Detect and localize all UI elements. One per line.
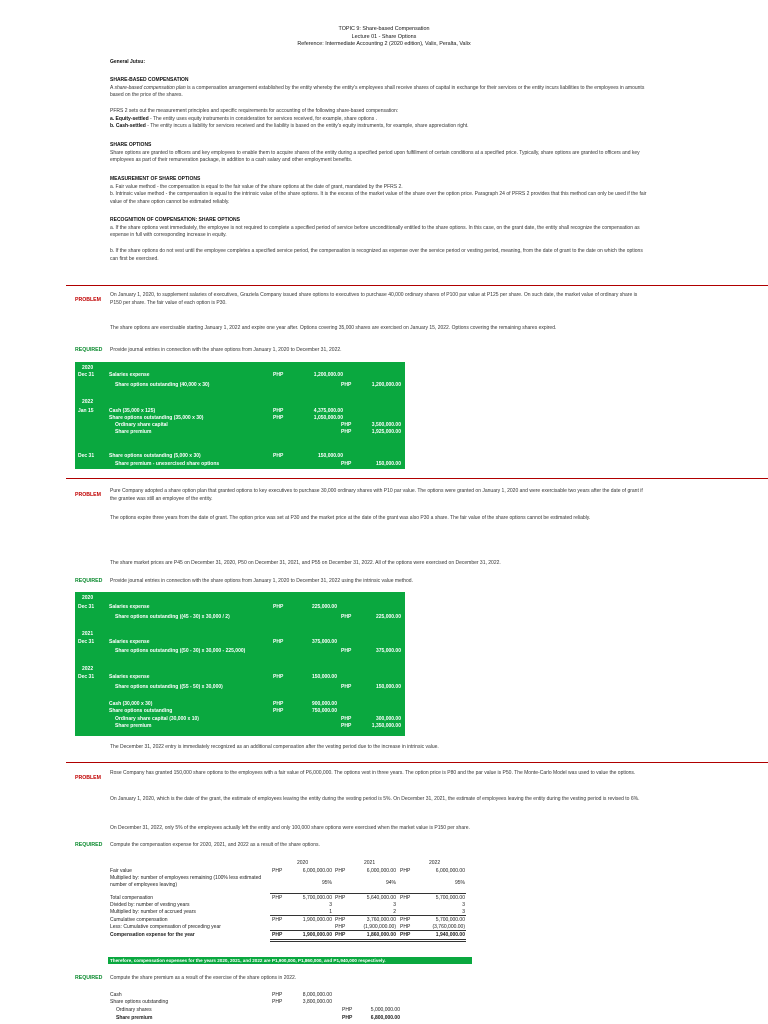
table-rule <box>270 930 466 931</box>
value-cell: 6,000,000.00 <box>435 868 465 874</box>
credit-amount: 375,000.00 <box>375 648 401 654</box>
journal-entries-box-1 <box>75 362 405 469</box>
entry-date: Dec 31 <box>78 372 95 378</box>
table-rule <box>270 915 466 916</box>
divider <box>66 478 768 479</box>
value-cell: 1,940,000.00 <box>435 932 465 938</box>
currency: PHP <box>273 604 284 610</box>
general-heading: General Jutsu: <box>110 59 146 65</box>
debit-account: Salaries expense <box>109 639 150 645</box>
problem-1-text-1: On January 1, 2020, to supplement salaries of executives, Graziela Company issued share options to executives to purchase 40,000 ordinary shares of P100 par value at P125 per share. On such date, the market value of ordinary share is P150 per share. The fair value of each option is P30. <box>110 292 638 306</box>
value-cell: 6,000,000.00 <box>366 868 396 874</box>
value-cell: 3 <box>393 902 396 908</box>
problem-1-text-2: The share options are exercisable starting January 1, 2022 and expire one year after. Options covering 35,000 shares are exercised on January 15, 2022. Options covering the remaining shares expired. <box>110 325 557 331</box>
problem-2-note: The December 31, 2022 entry is immediately recognized as an additional compensation after the vesting period due to the increase in intrinsic value. <box>110 744 439 750</box>
divider <box>66 762 768 763</box>
value-cell: 6,000,000.00 <box>302 868 332 874</box>
required-label: REQUIRED <box>75 347 103 353</box>
entry-year: 2022 <box>82 399 94 405</box>
mso-heading: MEASUREMENT OF SHARE OPTIONS <box>110 176 201 182</box>
conclusion-banner: Therefore, compensation expenses for the years 2020, 2021, and 2022 are P1,900,000, P1,860,000, and P1,940,000 respectively. <box>108 957 472 964</box>
currency: PHP <box>273 372 284 378</box>
currency: PHP <box>272 932 283 938</box>
value-cell: (3,760,000.00) <box>432 924 465 930</box>
currency: PHP <box>273 701 284 707</box>
currency: PHP <box>341 716 352 722</box>
currency: PHP <box>341 684 352 690</box>
problem-2-required: Provide journal entries in connection with the share options from January 1, 2020 to December 31, 2022 using the intrinsic value method. <box>110 578 413 584</box>
problem-2-text-2: The options expire three years from the date of grant. The option price was set at P30 and the market price at the date of the grant was also P30 a share. The fair value of the share options cannot be estimated reliably. <box>110 515 591 521</box>
credit-amount: 225,000.00 <box>375 614 401 620</box>
required-label: REQUIRED <box>75 578 103 584</box>
entry-year: 2022 <box>82 666 94 672</box>
debit-amount: 1,200,000.00 <box>313 372 343 378</box>
entry-date: Dec 31 <box>78 604 95 610</box>
divider <box>66 285 768 286</box>
currency: PHP <box>341 614 352 620</box>
credit-account: Share premium <box>115 723 152 729</box>
currency: PHP <box>273 408 284 414</box>
problem-2-text-3: The share market prices are P45 on December 31, 2020, P50 on December 31, 2021, and P55 on December 31, 2022. All of the options were exercised on December 31, 2022. <box>110 560 501 566</box>
value-cell: 5,700,000.00 <box>435 917 465 923</box>
rec-item-a: a. If the share options vest immediately, the employee is not required to complete a specified period of service before unconditionally entitled to the share options. In this case, on the grant date, the entity shall recognize the compensation as expense in full with corresponding increase in equity. <box>110 224 640 238</box>
currency: PHP <box>272 895 283 901</box>
currency: PHP <box>400 932 411 938</box>
currency: PHP <box>400 868 411 874</box>
currency: PHP <box>273 415 284 421</box>
problem-3-text-1: Rose Company has granted 150,000 share options to the employees with a fair value of P6,000,000. The options vest in three years. The option price is P80 and the par value is P50. The Monte-Carlo Model was used to value the options. <box>110 770 636 776</box>
value-cell: 2 <box>393 909 396 915</box>
debit-account: Cash <box>110 992 122 998</box>
lecture-title: Lecture 01 - Share Options <box>351 33 417 40</box>
currency: PHP <box>335 924 346 930</box>
currency: PHP <box>342 1015 353 1021</box>
credit-amount: 1,350,000.00 <box>371 723 401 729</box>
credit-account: Ordinary share capital (30,000 x 10) <box>115 716 199 722</box>
row-label: Total compensation <box>110 895 154 901</box>
currency: PHP <box>335 932 346 938</box>
debit-amount: 8,000,000.00 <box>302 992 332 998</box>
credit-amount: 300,000.00 <box>375 716 401 722</box>
pfrs-paragraph: PFRS 2 sets out the measurement principles and specific requirements for accounting of the following share-based compensation: <box>110 108 399 114</box>
row-label: Compensation expense for the year <box>110 932 195 938</box>
debit-amount: 1,050,000.00 <box>313 415 343 421</box>
required-label: REQUIRED <box>75 975 103 981</box>
rec-heading: RECOGNITION OF COMPENSATION: SHARE OPTIONS <box>110 217 240 223</box>
value-cell: 1 <box>329 909 332 915</box>
debit-account: Share options outstanding <box>110 999 169 1005</box>
value-cell: 1,860,000.00 <box>366 932 396 938</box>
mso-item-b: b. Intrinsic value method - the compensation is equal to the intrinsic value of the share options. It is the excess of the market value of the share over the option price. Paragraph 24 of PFRS 2 provides that this method can only be used if the fair value of the share option cannot be estimated reliably. <box>110 191 647 205</box>
year-header: 2020 <box>297 860 309 866</box>
so-paragraph: Share options are granted to officers and key employees to enable them to acquire shares of the entity during a specified period upon fulfillment of certain conditions at a specified price. Typically, share options are granted to officers and key employees as part of their remuneration package, in addition to a cash salary and other employment benefits. <box>110 149 640 163</box>
journal-entries-box-2 <box>75 592 405 736</box>
row-label: Fair value <box>110 868 132 874</box>
problem-3-text-2: On January 1, 2020, which is the date of the grant, the estimate of employees leaving the entity during the vesting period is 5%. On December 31, 2021, the estimate of employees leaving the entity during the vesting period is revised to 6%. <box>110 796 640 802</box>
problem-label: PROBLEM <box>75 492 101 498</box>
pfrs-item-b: b. Cash-settled - The entity incurs a liability for services received and the liability is based on the entity's equity instruments, for example, share appreciation right. <box>110 123 469 129</box>
credit-amount: 150,000.00 <box>375 684 401 690</box>
problem-3-text-3: On December 31, 2022, only 5% of the employees actually left the entity and only 100,000 share options were exercised when the market value is P150 per share. <box>110 825 470 831</box>
row-label: Divided by: number of vesting years <box>110 902 190 908</box>
value-cell: 5,700,000.00 <box>435 895 465 901</box>
debit-account: Share options outstanding <box>109 708 173 714</box>
currency: PHP <box>341 461 352 467</box>
currency: PHP <box>273 708 284 714</box>
mso-item-a: a. Fair value method - the compensation is equal to the fair value of the share options at the date of grant, mandated by the PFRS 2. <box>110 183 403 190</box>
entry-date: Dec 31 <box>78 453 95 459</box>
currency: PHP <box>335 895 346 901</box>
debit-amount: 150,000.00 <box>317 453 343 459</box>
value-cell: 95% <box>321 880 332 886</box>
problem-label: PROBLEM <box>75 775 101 781</box>
reference-line: Reference: Intermediate Accounting 2 (2020 edition), Valix, Peralta, Valix <box>297 41 471 47</box>
problem-2-text-1: Pure Company adopted a share option plan that granted options to key executives to purchase 30,000 ordinary shares with P10 par value. The options were granted on January 1, 2020 and were exercisable two years after the date of grant if the grantee was still an employee of the entity. <box>110 488 643 502</box>
value-cell: 94% <box>385 880 396 886</box>
currency: PHP <box>341 429 352 435</box>
sbc-paragraph: A share-based compensation plan is a compensation arrangement established by the entity whereby the entity's employees shall receive shares of capital in exchange for their services or the entity incurs liabilities to the employees in amounts based on the price of the shares. <box>110 84 645 98</box>
entry-date: Jan 15 <box>78 408 94 414</box>
table-rule <box>270 941 466 942</box>
currency: PHP <box>342 1007 353 1013</box>
credit-account: Share options outstanding ((45 - 30) x 30,000 / 2) <box>115 614 230 620</box>
rec-item-b: b. If the share options do not vest until the employee completes a specified service period, the compensation is recognized as expense over the service period or vesting period, meaning, from the date of grant to the date on which the options can first be exercised. <box>110 248 643 262</box>
entry-year: 2020 <box>82 365 94 371</box>
currency: PHP <box>273 639 284 645</box>
table-rule <box>270 939 466 940</box>
table-rule <box>270 893 466 894</box>
year-header: 2021 <box>364 860 376 866</box>
debit-account: Share options outstanding (35,000 x 30) <box>109 415 204 421</box>
row-label: Multiplied by: number of employees remaining (100% less estimated number of employees leaving) <box>110 875 262 888</box>
value-cell: 1,900,000.00 <box>302 932 332 938</box>
currency: PHP <box>341 422 352 428</box>
currency: PHP <box>273 453 284 459</box>
share-premium-entry <box>108 990 428 1024</box>
credit-account: Share premium <box>116 1015 153 1021</box>
required-label: REQUIRED <box>75 842 103 848</box>
problem-3-required-1: Compute the compensation expense for 2020, 2021, and 2022 as a result of the share options. <box>110 842 320 848</box>
currency: PHP <box>400 895 411 901</box>
currency: PHP <box>272 999 283 1005</box>
problem-3-required-2: Compute the share premium as a result of the exercise of the share options in 2022. <box>110 975 297 981</box>
credit-amount: 1,925,000.00 <box>371 429 401 435</box>
entry-date: Dec 31 <box>78 639 95 645</box>
value-cell: 3 <box>462 902 465 908</box>
credit-account: Share options outstanding (40,000 x 30) <box>115 382 210 388</box>
credit-account: Share options outstanding ((55 - 50) x 30,000) <box>115 684 223 690</box>
compensation-table <box>108 858 478 950</box>
credit-account: Ordinary shares <box>116 1007 152 1013</box>
problem-1-required: Provide journal entries in connection with the share options from January 1, 2020 to December 31, 2022. <box>110 347 342 353</box>
debit-amount: 225,000.00 <box>311 604 337 610</box>
credit-account: Ordinary share capital <box>115 422 168 428</box>
currency: PHP <box>400 924 411 930</box>
debit-account: Cash (35,000 x 125) <box>109 408 156 414</box>
debit-amount: 750,000.00 <box>311 708 337 714</box>
credit-amount: 3,500,000.00 <box>371 422 401 428</box>
value-cell: 3 <box>329 902 332 908</box>
row-label: Cumulative compensation <box>110 917 168 923</box>
value-cell: 1,900,000.00 <box>302 917 332 923</box>
value-cell: 3 <box>462 909 465 915</box>
currency: PHP <box>335 868 346 874</box>
currency: PHP <box>341 723 352 729</box>
currency: PHP <box>335 917 346 923</box>
so-heading: SHARE OPTIONS <box>110 142 152 148</box>
credit-account: Share premium - unexercised share options <box>115 461 220 467</box>
value-cell: 3,760,000.00 <box>366 917 396 923</box>
currency: PHP <box>272 917 283 923</box>
currency: PHP <box>341 648 352 654</box>
credit-amount: 5,000,000.00 <box>370 1007 400 1013</box>
entry-year: 2020 <box>82 595 94 601</box>
value-cell: 5,640,000.00 <box>366 895 396 901</box>
credit-amount: 150,000.00 <box>375 461 401 467</box>
debit-amount: 4,375,000.00 <box>313 408 343 414</box>
entry-date: Dec 31 <box>78 674 95 680</box>
year-header: 2022 <box>429 860 441 866</box>
debit-account: Cash (30,000 x 30) <box>109 701 153 707</box>
currency: PHP <box>272 868 283 874</box>
debit-amount: 900,000.00 <box>311 701 337 707</box>
debit-account: Salaries expense <box>109 604 150 610</box>
pfrs-item-a: a. Equity-settled - The entity uses equity instruments in consideration for services received, for example, share options . <box>110 115 377 122</box>
entry-year: 2021 <box>82 631 94 637</box>
value-cell: (1,900,000.00) <box>363 924 396 930</box>
credit-account: Share options outstanding ((50 - 30) x 30,000 - 225,000) <box>115 648 246 654</box>
topic-title: TOPIC 9: Share-based Compensation <box>338 26 430 32</box>
currency: PHP <box>273 674 284 680</box>
currency: PHP <box>341 382 352 388</box>
currency: PHP <box>272 992 283 998</box>
problem-label: PROBLEM <box>75 297 101 303</box>
row-label: Multiplied by: number of accrued years <box>110 909 196 915</box>
value-cell: 95% <box>454 880 465 886</box>
credit-amount: 1,200,000.00 <box>371 382 401 388</box>
row-label: Less: Cumulative compensation of preceding year <box>110 924 221 930</box>
debit-account: Share options outstanding (5,000 x 30) <box>109 453 201 459</box>
credit-amount: 6,800,000.00 <box>370 1015 400 1021</box>
credit-account: Share premium <box>115 429 152 435</box>
debit-amount: 150,000.00 <box>311 674 337 680</box>
currency: PHP <box>400 917 411 923</box>
debit-account: Salaries expense <box>109 674 150 680</box>
debit-account: Salaries expense <box>109 372 150 378</box>
debit-amount: 3,800,000.00 <box>302 999 332 1005</box>
sbc-heading: SHARE-BASED COMPENSATION <box>110 77 189 83</box>
value-cell: 5,700,000.00 <box>302 895 332 901</box>
debit-amount: 375,000.00 <box>311 639 337 645</box>
